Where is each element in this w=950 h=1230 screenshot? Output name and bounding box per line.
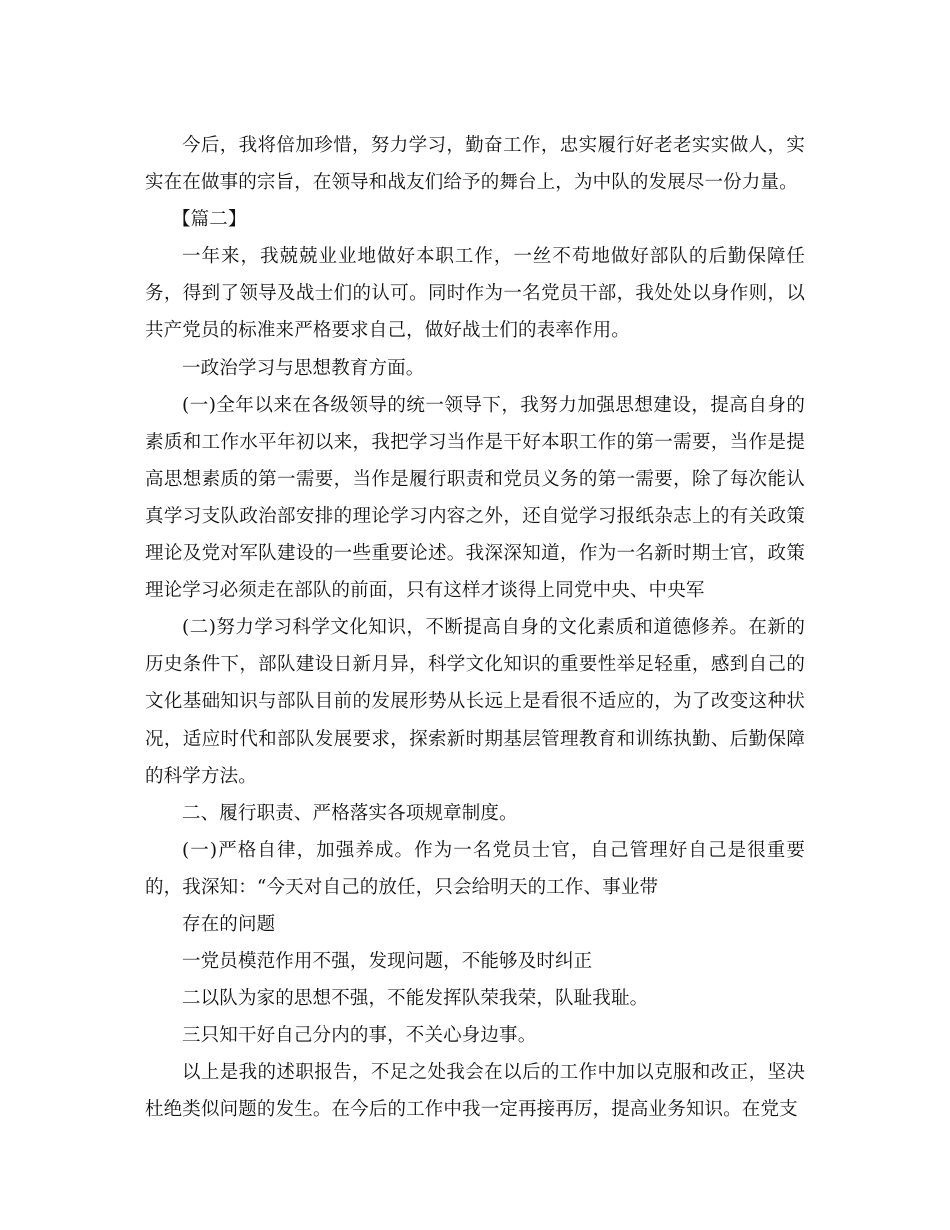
section-heading-part-two: 【篇二】 [172, 209, 247, 231]
document-body [145, 127, 805, 1129]
problem-item-2: 二以队为家的思想不强，不能发挥队荣我荣，队耻我耻。 [182, 988, 649, 1010]
paragraph-cultural-knowledge: (二)努力学习科学文化知识，不断提高自身的文化素质和道德修养。在新的历史条件下，部队建设日新月异，科学文化知识的重要性举足轻重，感到自己的文化基础知识与部队目前的发展形势从长远上是看很不适应的，为了改变这种状况，适应时代和部队发展要求，探索新时期基层管理教育和训练执勤、后勤保障的科学方法。 [145, 617, 805, 787]
heading-duties-regulations: 二、履行职责、严格落实各项规章制度。 [182, 802, 518, 824]
paragraph-report-conclusion: 以上是我的述职报告，不足之处我会在以后的工作中加以克服和改正，坚决杜绝类似问题的发生。在今后的工作中我一定再接再厉，提高业务知识。在党支 [145, 1062, 805, 1121]
heading-existing-problems: 存在的问题 [182, 913, 276, 935]
paragraph-closing-commitment: 今后，我将倍加珍惜，努力学习，勤奋工作，忠实履行好老老实实做人，实实在在做事的宗旨，在领导和战友们给予的舞台上，为中队的发展尽一份力量。 [145, 135, 805, 194]
problem-item-1: 一党员模范作用不强，发现问题，不能够及时纠正 [182, 951, 593, 973]
paragraph-self-discipline: (一)严格自律，加强养成。作为一名党员士官，自己管理好自己是很重要的，我深知：“今天对自己的放任，只会给明天的工作、事业带 [145, 839, 805, 898]
problem-item-3: 三只知干好自己分内的事，不关心身边事。 [182, 1025, 537, 1047]
heading-political-study: 一政治学习与思想教育方面。 [182, 357, 425, 379]
paragraph-year-summary: 一年来，我兢兢业业地做好本职工作，一丝不苟地做好部队的后勤保障任务，得到了领导及战士们的认可。同时作为一名党员干部，我处处以身作则，以共产党员的标准来严格要求自己，做好战士们的表率作用。 [145, 246, 805, 342]
paragraph-ideological-building: (一)全年以来在各级领导的统一领导下，我努力加强思想建设，提高自身的素质和工作水平年初以来，我把学习当作是干好本职工作的第一需要，当作是提高思想素质的第一需要，当作是履行职责和党员义务的第一需要，除了每次能认真学习支队政治部安排的理论学习内容之外，还自觉学习报纸杂志上的有关政策理论及党对军队建设的一些重要论述。我深深知道，作为一名新时期士官，政策理论学习必须走在部队的前面，只有这样才谈得上同党中央、中央军 [145, 394, 805, 602]
